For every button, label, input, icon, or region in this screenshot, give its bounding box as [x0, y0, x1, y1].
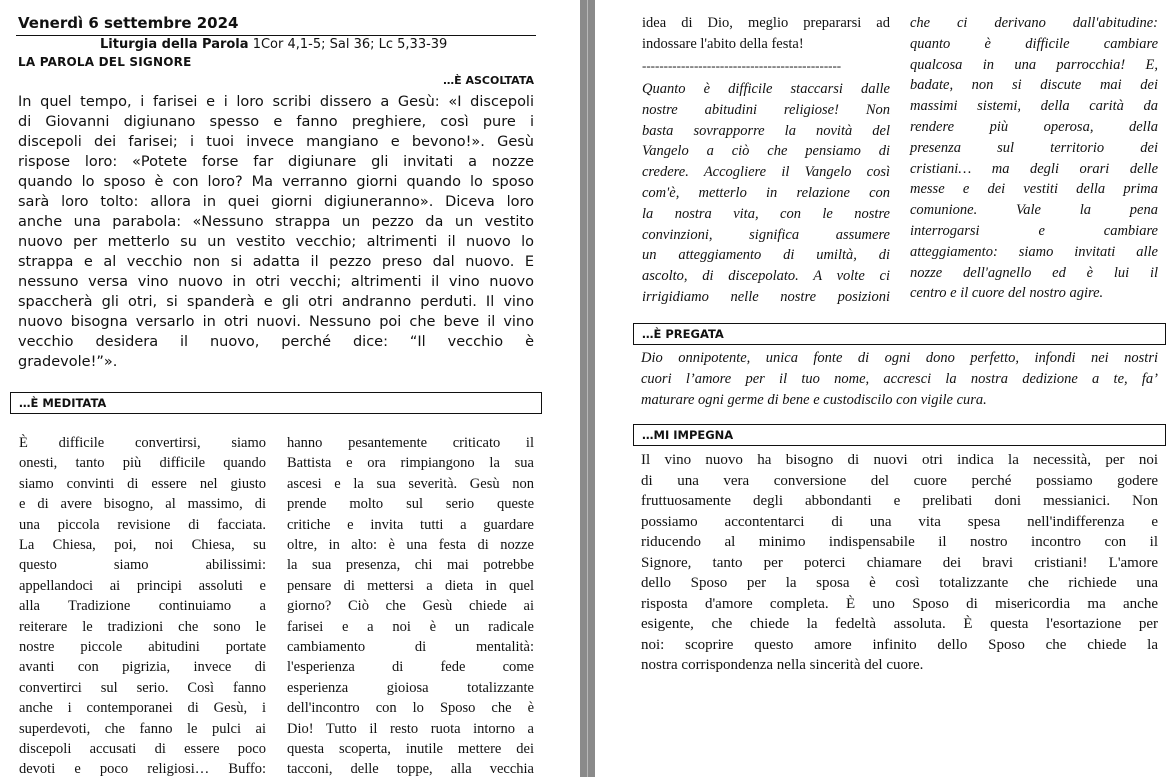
meditata-line: presenza sul territorio dei: [910, 139, 1158, 156]
impegna-line: possiamo accontentarci di una vita spesa nell'indifferenza e: [641, 513, 1158, 530]
meditata-line: ascolto, di discepolato. A volte ci: [642, 268, 890, 285]
gospel-line: spaccherà gli otri, si spanderà e gli otri andranno perduti. Il vino: [18, 294, 534, 310]
meditata-line: com'è, metterlo in relazione con: [642, 185, 890, 201]
gospel-line: strappa e al vecchio non si adatta il pezzo preso dal nuovo. E: [18, 254, 534, 270]
impegna-line: risposta d'amore completa. È uno Sposo di misericordia ma anche: [641, 595, 1158, 612]
liturgia-header: [100, 37, 447, 52]
gospel-line: nuovo bisogna versarlo in otri nuovi. Nessuno poi che beve il vino: [18, 314, 534, 330]
meditata-line: massimi sistemi, della carità da: [910, 98, 1158, 115]
impegna-line: dello Sposo per la sposa è così totalizzante che richiede una: [641, 575, 1158, 591]
impegna-line: riducendo al minimo indispensabile il nostro incontro con il: [641, 534, 1158, 550]
meditata-line: messe e dei vestiti della prima: [910, 181, 1158, 198]
meditata-line: badate, non si discute mai dei: [910, 77, 1158, 94]
meditata-line: irrigidiamo nelle nostre posizioni: [642, 289, 890, 305]
liturgia-label: Liturgia della Parola: [100, 37, 249, 52]
meditata-line: un atteggiamento di umiltà, di: [642, 247, 890, 264]
impegna-line: Signore, tanto per poterci chiamare dei bravi cristiani! L'amore: [641, 554, 1158, 571]
section-pregata: …È PREGATA: [633, 323, 1166, 345]
meditata-line: siamo convinti di essere nel giusto: [19, 475, 266, 492]
meditata-line: alla Tradizione continuiamo a: [19, 598, 266, 615]
meditata-line: cristiani… ma degli orari delle: [910, 160, 1158, 177]
meditata-line: devoti e poco religiosi… Buffo:: [19, 761, 266, 777]
section-ascoltata: …È ASCOLTATA: [443, 74, 534, 87]
page-date: Venerdì 6 settembre 2024: [18, 14, 239, 32]
meditata-line: oltre, in alto: è una festa di nozze: [287, 537, 534, 553]
meditata-line: nozze dell'agnello ed è lui il: [910, 264, 1158, 281]
left-page: [0, 0, 580, 777]
meditata-line: Dio! Tutto il resto ruota intorno a: [287, 720, 534, 737]
meditata-line: questo siamo abilissimi:: [19, 557, 266, 574]
gutter-divider: [587, 0, 588, 777]
meditata-line: reiterare le tradizioni che sono le: [19, 618, 266, 635]
header-rule: [16, 35, 536, 36]
gospel-line: rispose loro: «Potete forse far digiunare gli invitati a nozze: [18, 154, 534, 170]
gospel-line: discepoli dei farisei; i tuoi invece mangiano e bevono!». Gesù: [18, 134, 534, 150]
meditata-line: esperienza gioiosa totalizzante: [287, 679, 534, 696]
meditata-line: l'esperienza di fede come: [287, 659, 534, 676]
meditata-line: pensare di mettersi a dieta in quel: [287, 577, 534, 594]
section-impegna: …MI IMPEGNA: [633, 424, 1166, 446]
meditata-line: centro e il cuore del nostro agire.: [910, 285, 1104, 302]
meditata-line: una piccola revisione di facciata.: [19, 516, 266, 533]
meditata-line: cambiamento di mentalità:: [287, 639, 534, 655]
meditata-line: nostre piccole abitudini portate: [19, 639, 266, 655]
pregata-line: maturare ogni germe di bene e custodiscilo con vigile cura.: [641, 392, 987, 408]
gospel-line: sarà loro tolto: allora in quei giorni digiuneranno». Diceva loro: [18, 194, 534, 210]
meditata-line: È difficile convertirsi, siamo: [19, 435, 266, 451]
meditata-line: idea di Dio, meglio prepararsi ad: [642, 15, 890, 31]
meditata-line: qualcosa in una parrocchia! E,: [910, 56, 1158, 73]
gospel-line: vecchio desidera il nuovo, perché dice: “Il vecchio è: [18, 334, 534, 350]
right-page: [595, 0, 1175, 777]
meditata-line: convinzioni, significa assumere: [642, 226, 890, 243]
meditata-line: giorno? Ciò che Gesù chiede ai: [287, 598, 534, 615]
meditata-line: questa scoperta, inutile mettere dei: [287, 741, 534, 757]
gospel-line: quando lo sposo è con loro? Ma verranno giorni quando lo sposo: [18, 174, 534, 190]
meditata-line: avanti con pigrizia, invece di: [19, 659, 266, 676]
impegna-line: fruttuosamente degli abbondanti e prelibati doni messianici. Non: [641, 493, 1158, 509]
meditata-line: basta sovrapporre la novità del: [642, 122, 890, 139]
meditata-line: rendere più operosa, della: [910, 119, 1158, 135]
pregata-line: Dio onnipotente, unica fonte di ogni dono perfetto, infondi nei nostri: [641, 350, 1158, 366]
gospel-line: gradevole!”».: [18, 354, 118, 370]
separator-dashes: ----------------------------------------------: [642, 58, 842, 73]
meditata-line: tacconi, delle toppe, alla vecchia: [287, 761, 534, 777]
meditata-line: Vangelo a ciò che pensiamo di: [642, 143, 890, 160]
pregata-line: cuori l’amore per il tuo nome, accresci la nostra dedizione a te, fa’: [641, 371, 1158, 387]
readings-ref: 1Cor 4,1-5; Sal 36; Lc 5,33-39: [252, 37, 448, 52]
section-meditata: …È MEDITATA: [10, 392, 542, 414]
meditata-line: la nostra vita, con le nostre: [642, 205, 890, 222]
meditata-line: discepoli accusati di essere poco: [19, 741, 266, 757]
meditata-line: ascesi e la sua severità. Gesù non: [287, 475, 534, 492]
meditata-line: interrogarsi e cambiare: [910, 223, 1158, 239]
gospel-line: anche una parabola: «Nessuno strappa un pezzo da un vestito: [18, 214, 534, 230]
meditata-line: superdevoti, che fanno le pulci ai: [19, 720, 266, 737]
meditata-line: appellandoci ai principi assoluti e: [19, 577, 266, 594]
meditata-line: che ci derivano dall'abitudine:: [910, 15, 1158, 31]
impegna-line: esigente, che chiede la fedeltà assoluta. È questa l'esortazione per: [641, 616, 1158, 632]
meditata-line: anche i contemporanei di Gesù, i: [19, 700, 266, 717]
meditata-line: La Chiesa, poi, noi Chiesa, su: [19, 537, 266, 553]
meditata-line: credere. Accogliere il Vangelo così: [642, 164, 890, 181]
meditata-line: critiche e invita tutti a guardare: [287, 516, 534, 533]
meditata-line: comunione. Vale la pena: [910, 202, 1158, 219]
impegna-line: Il vino nuovo ha bisogno di nuovi otri indica la necessità, per noi: [641, 452, 1158, 468]
meditata-line: Quanto è difficile staccarsi dalle: [642, 81, 890, 97]
meditata-line: convertirci sul serio. Così fanno: [19, 679, 266, 696]
meditata-line: e di avere bisogno, al massimo, di: [19, 496, 266, 513]
meditata-line: quanto è difficile cambiare: [910, 35, 1158, 52]
meditata-line: indossare l'abito della festa!: [642, 36, 804, 52]
meditata-line: farisei e a noi è un radicale: [287, 618, 534, 635]
meditata-line: hanno pesantemente criticato il: [287, 435, 534, 451]
gospel-line: nessuno versa vino nuovo in otri vecchi; altrimenti il vino nuovo: [18, 274, 534, 290]
impegna-line: noi: scoprire questo amore infinito dello Sposo che chiede la: [641, 636, 1158, 653]
impegna-line: di una vera conversione del cuore perché possiamo godere: [641, 472, 1158, 489]
parola-title: LA PAROLA DEL SIGNORE: [18, 55, 192, 69]
gospel-line: nuovo per metterlo su un vestito vecchio; altrimenti il nuovo lo: [18, 234, 534, 250]
meditata-line: nostre abitudini religiose! Non: [642, 101, 890, 118]
impegna-line: nostra corrispondenza nella sincerità del cuore.: [641, 657, 924, 673]
gospel-line: di Giovanni digiunano spesso e fanno preghiere, così pure i: [18, 114, 534, 130]
meditata-line: prende molto sul serio queste: [287, 496, 534, 513]
meditata-line: onesti, tanto più difficile quando: [19, 455, 266, 472]
gospel-line: In quel tempo, i farisei e i loro scribi dissero a Gesù: «I discepoli: [18, 94, 534, 110]
meditata-line: la sua presenza, chi mai potrebbe: [287, 557, 534, 574]
meditata-line: dell'incontro con lo Sposo che è: [287, 700, 534, 717]
meditata-line: atteggiamento: siamo invitati alle: [910, 243, 1158, 260]
meditata-line: Battista e ora rimpiangono la sua: [287, 455, 534, 472]
